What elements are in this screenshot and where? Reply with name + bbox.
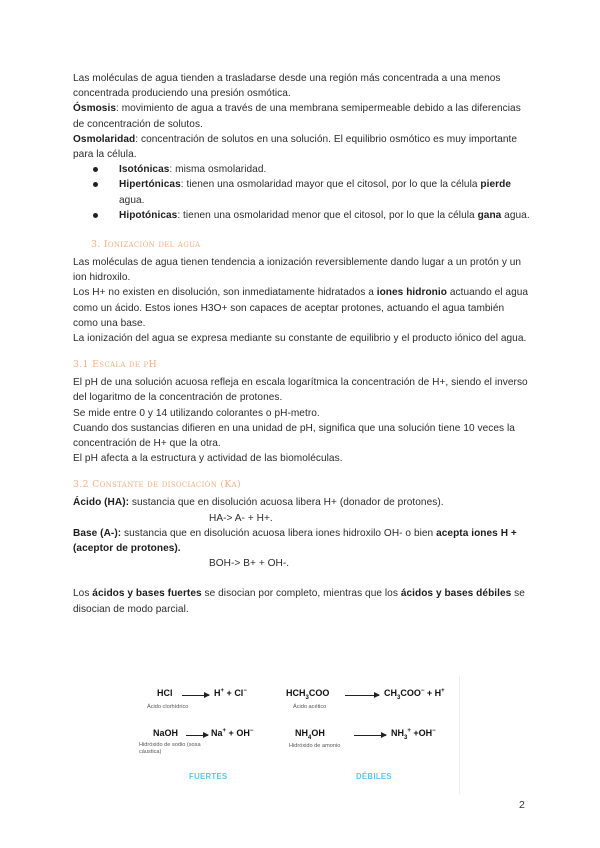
base-equation: BOH-> B+ + OH-. <box>209 558 290 570</box>
weak-label: DÉBILES <box>356 772 392 781</box>
acetic-acid-formula: $HCH_3COO$ <box>286 688 330 701</box>
section-3-1-heading: 3.1 Escala de pH <box>73 359 158 371</box>
section-3-heading: 3. Ionización del agua <box>91 239 201 251</box>
strong-label: FUERTES <box>189 772 228 781</box>
acid-definition: Ácido (HA): sustancia que en disolución acuosa libera H+ (donador de protones). <box>73 497 444 509</box>
naoh-products: Na+ + OH− <box>211 728 254 738</box>
ammonia-products: $NH_3^+ +OH^-$ <box>391 728 436 741</box>
osmosis-definition: Ósmosis: movimiento de agua a través de una membrana semipermeable debido a las diferencias de concentración de solutos. <box>73 103 521 130</box>
osmosis-term: Ósmosis <box>73 103 116 115</box>
base-definition: Base (A-): sustancia que en disolución acuosa libera iones hidroxilo OH- o bien acepta iones H + (aceptor de protones). <box>73 527 517 555</box>
acid-equation: HA-> A- + H+. <box>209 512 273 524</box>
acid-base-figure <box>123 676 460 794</box>
naoh-formula: NaOH <box>153 728 179 738</box>
ionization-paragraph: Las moléculas de agua tienen tendencia a ionización reversiblemente dando lugar a un protón y un ion hidroxilo. <box>73 257 522 284</box>
arrow-icon <box>182 695 209 696</box>
acetate-products: $CH_3COO^- + H^+$ <box>384 688 445 701</box>
osmolaridad-term: Osmolaridad <box>73 133 136 145</box>
list-item: Isotónicas: misma osmolaridad. <box>93 162 531 177</box>
hcl-products: H+ + Cl− <box>214 688 247 698</box>
list-item: Hipotónicas: tienen una osmolaridad menor que el citosol, por lo que la célula gana agua. <box>93 208 531 223</box>
naoh-name: Hidróxido de sodio (sosa cáustica) <box>139 742 201 755</box>
ph-definition-paragraph: El pH de una solución acuosa refleja en escala logarítmica la concentración de H+, siendo el inverso del logaritmo de la concentración de protones. <box>73 377 528 404</box>
page-content <box>73 71 531 617</box>
section-3-2-heading: 3.2 Constante de disociación (Ka) <box>73 479 241 491</box>
hcl-formula: HCl <box>157 688 173 698</box>
tonicity-list <box>73 162 531 223</box>
ph-measure-paragraph: Se mide entre 0 y 14 utilizando colorantes o pH-metro. <box>73 407 320 419</box>
arrow-icon <box>345 695 379 696</box>
ammonium-hydroxide-formula: $NH_4OH$ <box>295 728 325 741</box>
ionic-product-paragraph: La ionización del agua se expresa mediante su constante de equilibrio y el producto iónico del agua. <box>73 333 527 345</box>
list-item: Hipertónicas: tienen una osmolaridad mayor que el citosol, por lo que la célula pierde agua. <box>93 177 531 207</box>
page-number: 2 <box>519 799 525 811</box>
ph-effect-paragraph: El pH afecta a la estructura y actividad de las biomoléculas. <box>73 453 343 465</box>
ammonium-hydroxide-name: Hidróxido de amonio <box>289 743 341 749</box>
spacer <box>73 571 531 586</box>
ph-unit-paragraph: Cuando dos sustancias difieren en una unidad de pH, significa que una solución tiene 10 veces la concentración de H+ que la otra. <box>73 422 515 450</box>
arrow-icon <box>186 735 208 736</box>
hcl-name: Ácido clorhídrico <box>147 704 189 710</box>
osmolaridad-definition: Osmolaridad: concentración de solutos en una solución. El equilibrio osmótico es muy importante para la célula. <box>73 133 518 161</box>
arrow-icon <box>354 735 386 736</box>
hydronium-paragraph: Los H+ no existen en disolución, son inmediatamente hidratados a iones hidronio actuando el agua como un ácido. Estos iones H3O+ son capaces de aceptar protones, actuando el agua también como una base. <box>73 287 529 329</box>
osmotic-pressure-paragraph: Las moléculas de agua tienden a trasladarse desde una región más concentrada a una menos concentrada produciendo una presión osmótica. <box>73 73 501 100</box>
strong-weak-paragraph: Los ácidos y bases fuertes se disocian por completo, mientras que los ácidos y bases débiles se disocian de modo parcial. <box>73 588 525 615</box>
acetic-acid-name: Ácido acético <box>293 704 327 710</box>
